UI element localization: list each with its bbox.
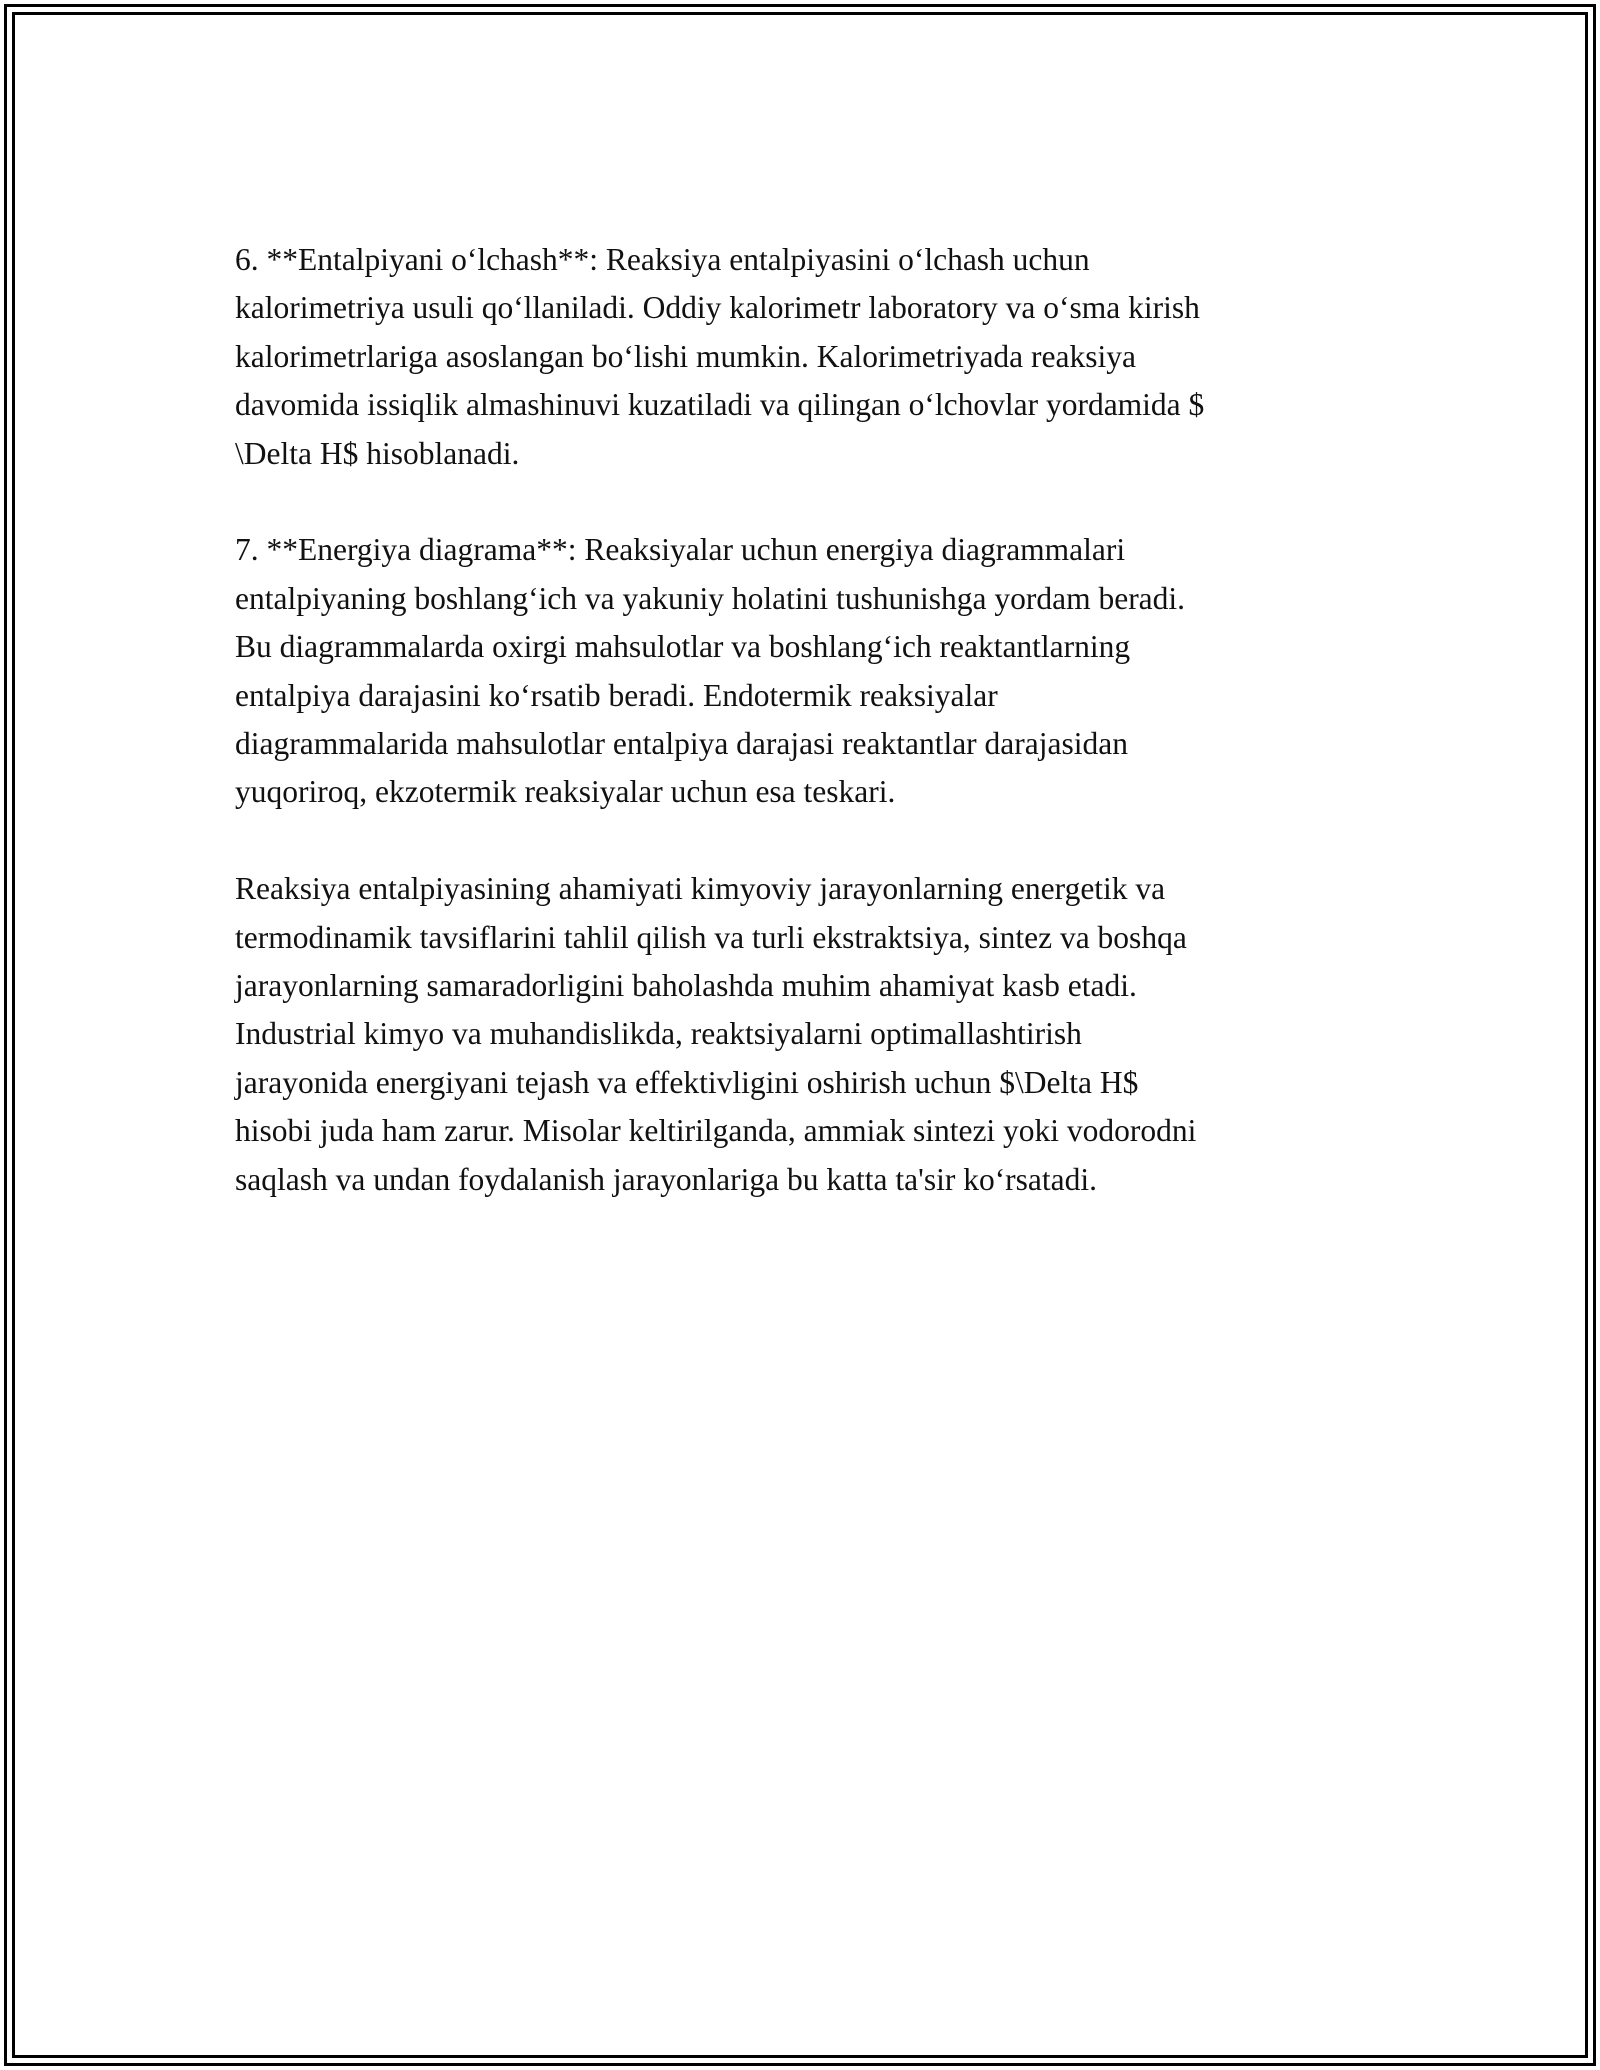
document-body [235, 236, 1385, 1252]
paragraph-measuring-enthalpy: 6. **Entalpiyani o‘lchash**: Reaksiya entalpiyasini o‘lchash uchun kalorimetriya usuli qo‘llaniladi. Oddiy kalorimetr laboratory va o‘sma kirish kalorimetrlariga asoslangan bo‘lishi mumkin. Kalorimetriyada reaksiya davomida issiqlik almashinuvi kuzatiladi va qilingan o‘lchovlar yordamida $ \Delta H$ hisoblanadi. [235, 242, 1205, 471]
paragraph-energy-diagram: 7. **Energiya diagrama**: Reaksiyalar uchun energiya diagrammalari entalpiyaning boshlang‘ich va yakuniy holatini tushunishga yordam beradi. Bu diagrammalarda oxirgi mahsulotlar va boshlang‘ich reaktantlarning entalpiya darajasini ko‘rsatib beradi. Endotermik reaksiyalar diagrammalarida mahsulotlar entalpiya darajasi reaktantlar darajasidan yuqoriroq, ekzotermik reaksiyalar uchun esa teskari. [235, 532, 1186, 810]
paragraph-enthalpy-significance: Reaksiya entalpiyasining ahamiyati kimyoviy jarayonlarning energetik va termodinamik tavsiflarini tahlil qilish va turli ekstraktsiya, sintez va boshqa jarayonlarning samaradorligini baholashda muhim ahamiyat kasb etadi. Industrial kimyo va muhandislikda, reaktsiyalarni optimallashtirish jarayonida energiyani tejash va effektivligini oshirish uchun $\Delta H$ hisobi juda ham zarur. Misolar keltirilganda, ammiak sintezi yoki vodorodni saqlash va undan foydalanish jarayonlariga bu katta ta'sir ko‘rsatadi. [235, 871, 1197, 1197]
